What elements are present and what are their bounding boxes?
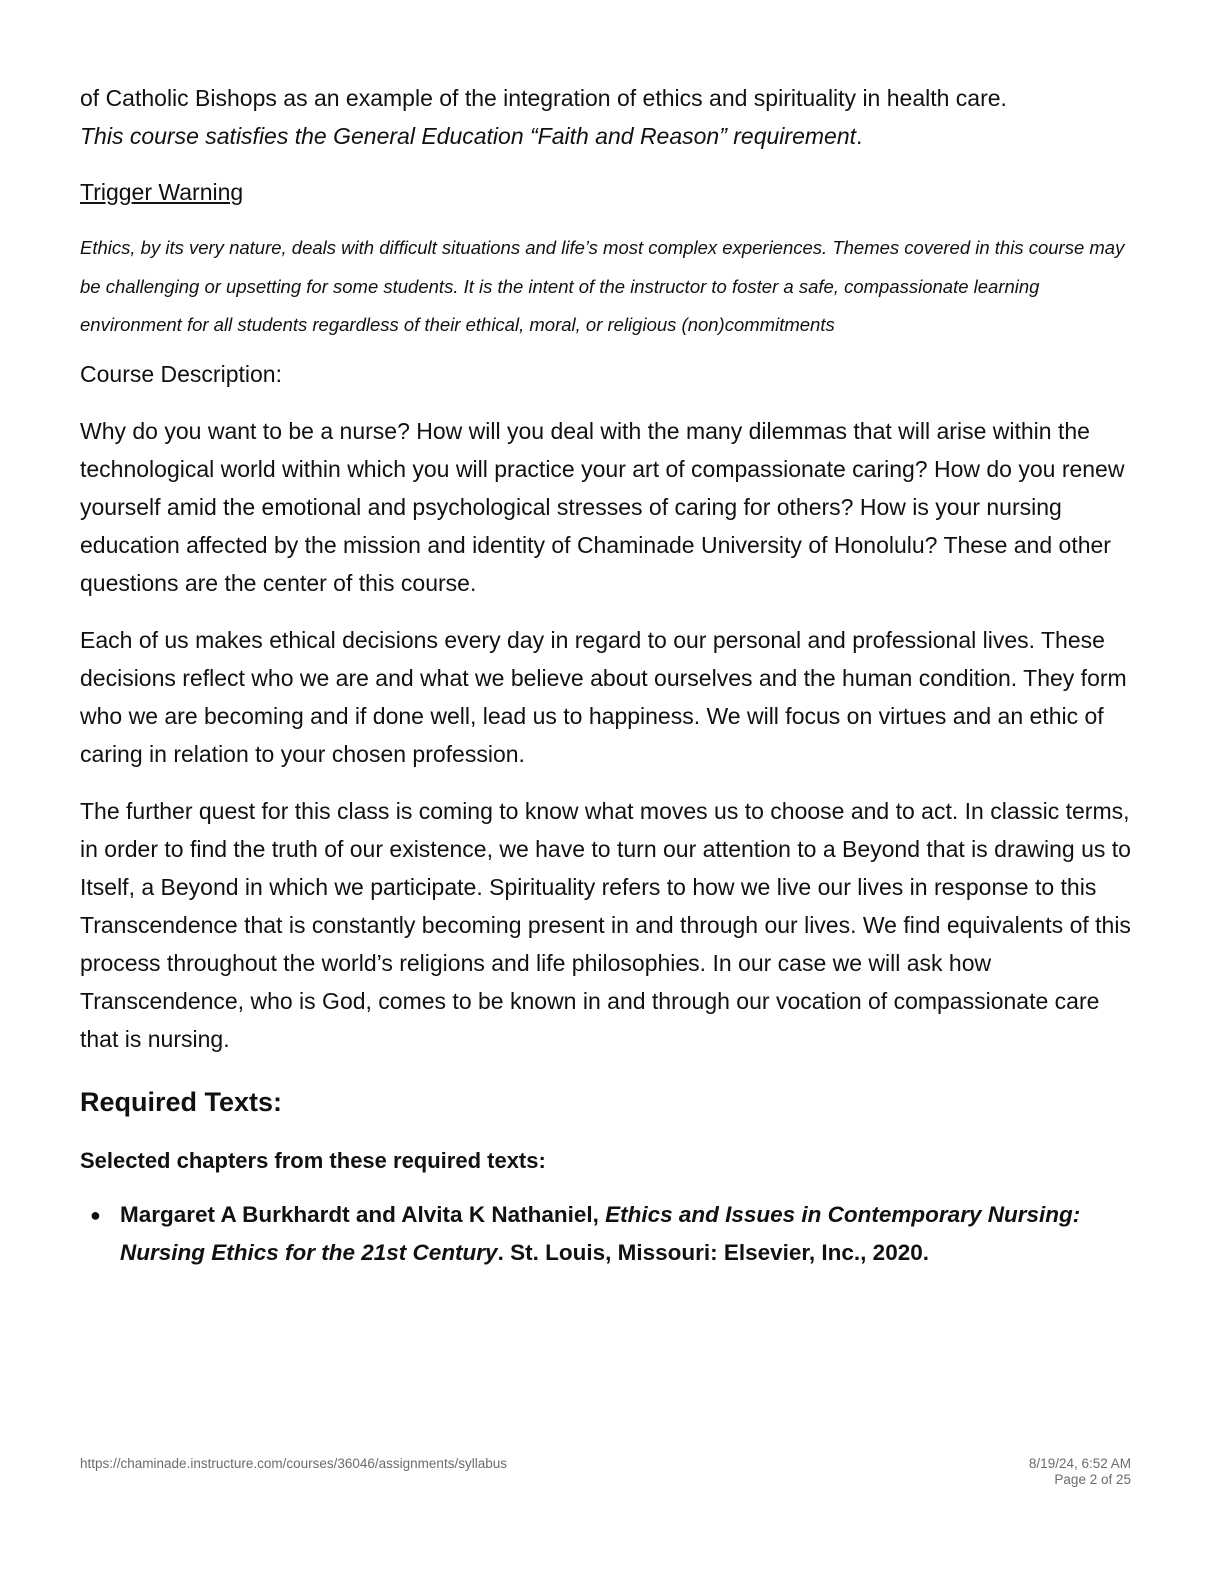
trigger-warning-text: Ethics, by its very nature, deals with difficult situations and life’s most complex experiences. Themes covered in this course may be challenging or upsetting for some students. It is the intent of the instructor to foster a safe, compassionate learning environment for all students regardless of their ethical, moral, or religious (non)commitments xyxy=(80,237,1125,335)
book-title: Ethics and Issues in Contemporary Nursing: Nursing Ethics for the 21st Century xyxy=(120,1201,1081,1265)
trigger-warning-heading: Trigger Warning xyxy=(80,179,244,205)
syllabus-content xyxy=(80,79,1140,1272)
required-texts-list xyxy=(80,1196,1140,1272)
intro-paragraph: of Catholic Bishops as an example of the integration of ethics and spirituality in health care. This course satisfies the General Education “Faith and Reason” requirement. xyxy=(80,85,1007,149)
footer-page-number: Page 2 of 25 xyxy=(1054,1472,1131,1487)
gened-requirement-note: This course satisfies the General Education “Faith and Reason” requirement xyxy=(80,123,857,149)
book-publisher: . St. Louis, Missouri: Elsevier, Inc., 2020. xyxy=(497,1239,929,1265)
bullet-icon: ● xyxy=(90,1204,101,1225)
list-item xyxy=(90,1196,1140,1272)
book-authors: Margaret A Burkhardt and Alvita K Nathaniel, xyxy=(120,1201,599,1227)
course-description-paragraph: The further quest for this class is coming to know what moves us to choose and to act. In classic terms, in order to find the truth of our existence, we have to turn our attention to a Beyond that is drawing us to Itself, a Beyond in which we participate. Spirituality refers to how we live our lives in response to this Transcendence that is constantly becoming present in and through our lives. We find equivalents of this process throughout the world’s religions and life philosophies. In our case we will ask how Transcendence, who is God, comes to be known in and through our vocation of compassionate care that is nursing. xyxy=(80,797,1131,1052)
required-texts-subheading: Selected chapters from these required texts: xyxy=(80,1147,546,1173)
course-description-heading: Course Description: xyxy=(80,360,282,387)
footer-right xyxy=(1029,1456,1131,1488)
required-texts-heading: Required Texts: xyxy=(80,1086,283,1117)
footer-url: https://chaminade.instructure.com/courses/36046/assignments/syllabus xyxy=(80,1456,507,1471)
intro-line: of Catholic Bishops as an example of the integration of ethics and spirituality in health care. xyxy=(80,85,1007,111)
course-description-paragraph: Why do you want to be a nurse? How will you deal with the many dilemmas that will arise within the technological world within which you will practice your art of compassionate caring? How do you renew yourself amid the emotional and psychological stresses of caring for others? How is your nursing education affected by the mission and identity of Chaminade University of Honolulu? These and other questions are the center of this course. xyxy=(80,417,1125,596)
course-description-paragraph: Each of us makes ethical decisions every day in regard to our personal and professional lives. These decisions reflect who we are and what we believe about ourselves and the human condition. They form who we are becoming and if done well, lead us to happiness. We will focus on virtues and an ethic of caring in relation to your chosen profession. xyxy=(80,626,1127,767)
footer-datetime: 8/19/24, 6:52 AM xyxy=(1028,1456,1131,1471)
